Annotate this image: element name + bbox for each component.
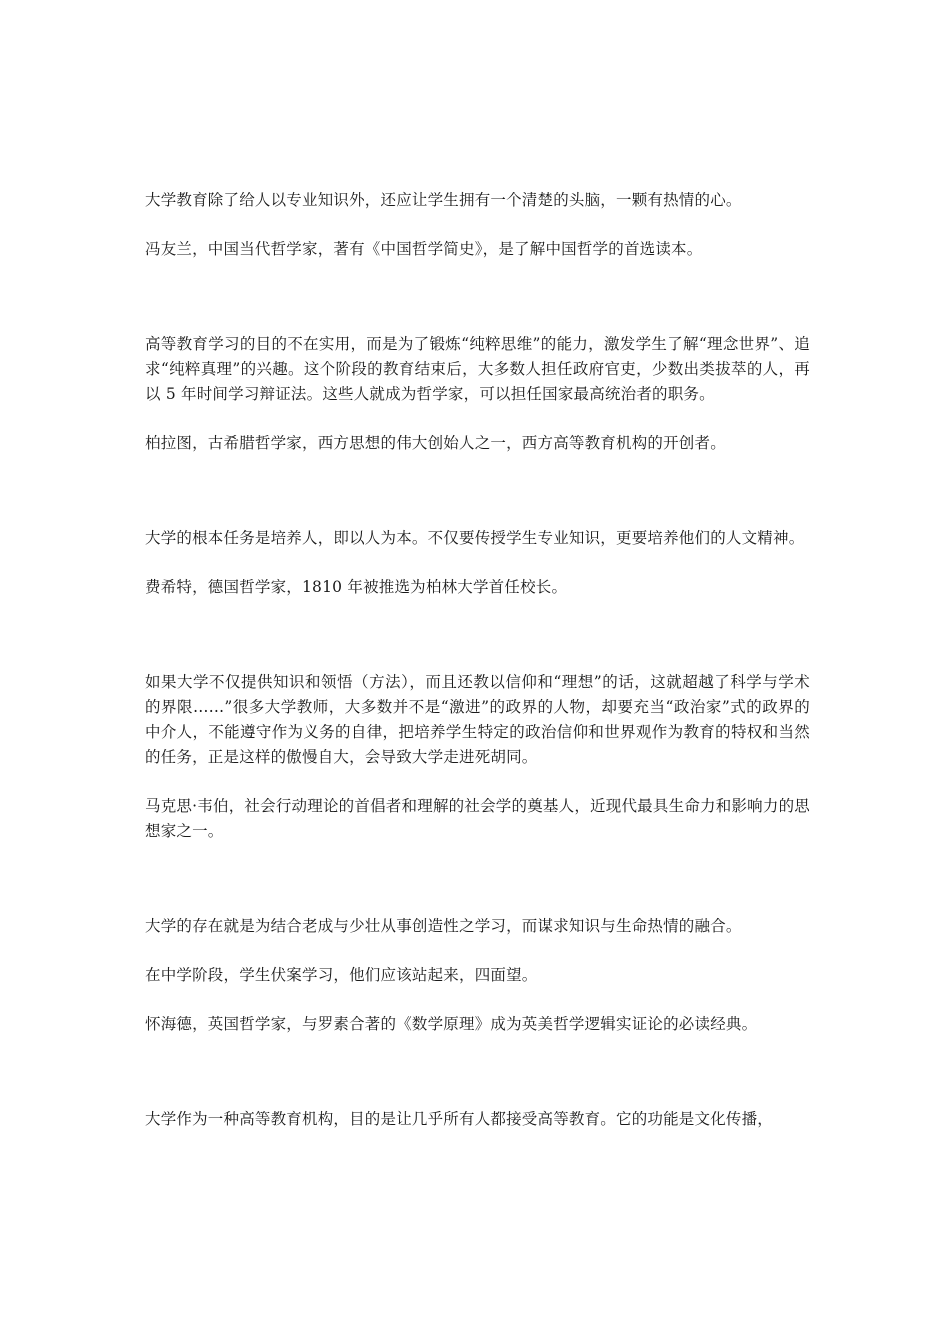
author-attribution: 怀海德，英国哲学家，与罗素合著的《数学原理》成为英美哲学逻辑实证论的必读经典。 — [145, 1015, 758, 1033]
document-body — [145, 188, 810, 1132]
quote-paragraph: 高等教育学习的目的不在实用，而是为了锻炼“纯粹思维”的能力，激发学生了解“理念世界”、追求“纯粹真理”的兴趣。这个阶段的教育结束后，大多数人担任政府官吏，少数出类拔萃的人，再以 5 年时间学习辩证法。这些人就成为哲学家，可以担任国家最高统治者的职务。 — [145, 335, 810, 403]
author-attribution: 柏拉图，古希腊哲学家，西方思想的伟大创始人之一，西方高等教育机构的开创者。 — [145, 434, 726, 452]
author-attribution: 冯友兰，中国当代哲学家，著有《中国哲学简史》，是了解中国哲学的首选读本。 — [145, 240, 703, 258]
quote-paragraph: 大学作为一种高等教育机构，目的是让几乎所有人都接受高等教育。它的功能是文化传播， — [145, 1110, 774, 1128]
quote-paragraph: 大学的存在就是为结合老成与少壮从事创造性之学习，而谋求知识与生命热情的融合。 — [145, 917, 742, 935]
quote-paragraph: 大学的根本任务是培养人，即以人为本。不仅要传授学生专业知识，更要培养他们的人文精神。 — [145, 529, 805, 547]
author-attribution: 马克思·韦伯，社会行动理论的首倡者和理解的社会学的奠基人，近现代最具生命力和影响力的思想家之一。 — [145, 797, 810, 840]
author-attribution: 费希特，德国哲学家，1810 年被推选为柏林大学首任校长。 — [145, 578, 568, 596]
quote-paragraph-extra: 在中学阶段，学生伏案学习，他们应该站起来，四面望。 — [145, 966, 538, 984]
quote-paragraph: 如果大学不仅提供知识和领悟（方法），而且还教以信仰和“理想”的话，这就超越了科学与学术的界限……”很多大学教师，大多数并不是“激进”的政界的人物，却要充当“政治家”式的政界的中介人，不能遵守作为义务的自律，把培养学生特定的政治信仰和世界观作为教育的特权和当然的任务，正是这样的傲慢自大，会导致大学走进死胡同。 — [145, 673, 810, 766]
quote-paragraph: 大学教育除了给人以专业知识外，还应让学生拥有一个清楚的头脑，一颗有热情的心。 — [145, 191, 742, 209]
